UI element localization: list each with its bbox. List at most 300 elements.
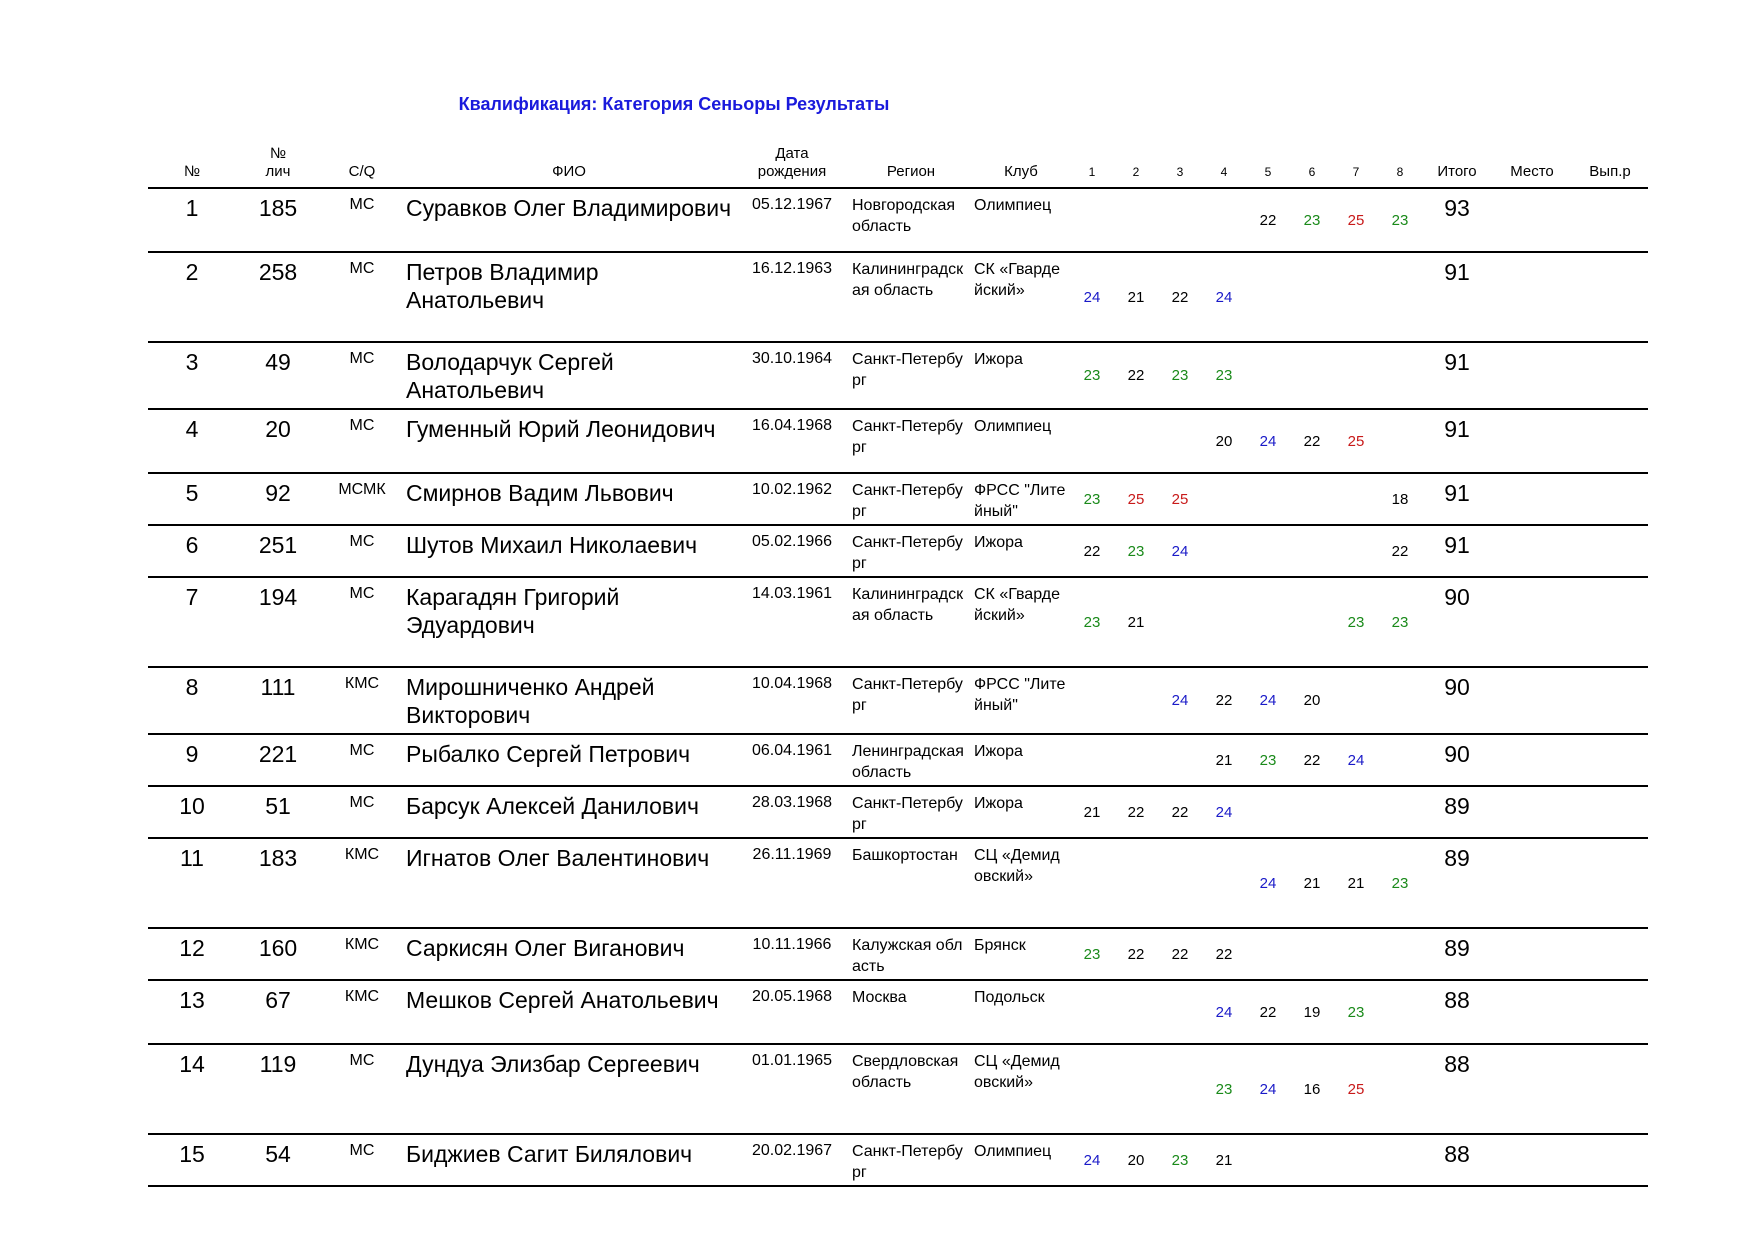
- license-number: 258: [236, 252, 320, 342]
- total-score: 91: [1422, 473, 1492, 525]
- series-score-8: 23: [1378, 188, 1422, 252]
- athlete-name: Биджиев Сагит Билялович: [404, 1134, 734, 1186]
- series-score-4: 21: [1202, 734, 1246, 786]
- series-score-6: [1290, 577, 1334, 667]
- region: Санкт-Петербург: [850, 525, 972, 577]
- birth-date: 16.12.1963: [734, 252, 850, 342]
- series-score-3: [1158, 980, 1202, 1044]
- total-score: 93: [1422, 188, 1492, 252]
- place: [1492, 473, 1572, 525]
- col-place-header: Место: [1492, 145, 1572, 188]
- series-score-4: 24: [1202, 980, 1246, 1044]
- table-row: [148, 1044, 1648, 1134]
- series-score-8: [1378, 734, 1422, 786]
- vyp-r: [1572, 928, 1648, 980]
- region: Санкт-Петербург: [850, 1134, 972, 1186]
- series-score-3: 25: [1158, 473, 1202, 525]
- series-score-5: 22: [1246, 980, 1290, 1044]
- series-score-4: 24: [1202, 252, 1246, 342]
- series-score-1: [1070, 838, 1114, 928]
- qualification: МС: [320, 577, 404, 667]
- club: СК «Гвардейский»: [972, 577, 1070, 667]
- club: Ижора: [972, 525, 1070, 577]
- col-num-header: №: [148, 145, 236, 188]
- series-score-1: 23: [1070, 928, 1114, 980]
- place: [1492, 1044, 1572, 1134]
- athlete-name: Рыбалко Сергей Петрович: [404, 734, 734, 786]
- place: [1492, 928, 1572, 980]
- license-number: 185: [236, 188, 320, 252]
- place: [1492, 252, 1572, 342]
- place: [1492, 980, 1572, 1044]
- series-score-3: 23: [1158, 1134, 1202, 1186]
- series-score-5: [1246, 1134, 1290, 1186]
- table-header: [148, 145, 1648, 188]
- series-score-5: [1246, 342, 1290, 409]
- birth-date: 30.10.1964: [734, 342, 850, 409]
- athlete-name: Шутов Михаил Николаевич: [404, 525, 734, 577]
- vyp-r: [1572, 525, 1648, 577]
- total-score: 89: [1422, 928, 1492, 980]
- series-score-1: [1070, 1044, 1114, 1134]
- series-score-7: 23: [1334, 577, 1378, 667]
- total-score: 91: [1422, 409, 1492, 473]
- series-score-2: [1114, 838, 1158, 928]
- series-score-1: 23: [1070, 473, 1114, 525]
- athlete-name: Мирошниченко Андрей Викторович: [404, 667, 734, 734]
- row-number: 3: [148, 342, 236, 409]
- series-score-5: [1246, 252, 1290, 342]
- series-score-8: [1378, 1134, 1422, 1186]
- qualification: МС: [320, 1134, 404, 1186]
- club: СЦ «Демидовский»: [972, 1044, 1070, 1134]
- series-score-8: 18: [1378, 473, 1422, 525]
- athlete-name: Карагадян Григорий Эдуардович: [404, 577, 734, 667]
- series-score-6: 22: [1290, 409, 1334, 473]
- place: [1492, 188, 1572, 252]
- birth-date: 10.11.1966: [734, 928, 850, 980]
- series-score-6: 21: [1290, 838, 1334, 928]
- athlete-name: Володарчук Сергей Анатольевич: [404, 342, 734, 409]
- series-score-2: 23: [1114, 525, 1158, 577]
- series-score-5: 22: [1246, 188, 1290, 252]
- series-score-7: 23: [1334, 980, 1378, 1044]
- series-score-8: [1378, 786, 1422, 838]
- series-score-6: 19: [1290, 980, 1334, 1044]
- vyp-r: [1572, 734, 1648, 786]
- series-score-2: 22: [1114, 786, 1158, 838]
- row-number: 1: [148, 188, 236, 252]
- total-score: 89: [1422, 786, 1492, 838]
- col-lic-header-bottom: лич: [265, 163, 291, 180]
- place: [1492, 342, 1572, 409]
- series-score-3: 24: [1158, 525, 1202, 577]
- series-score-3: 22: [1158, 786, 1202, 838]
- place: [1492, 734, 1572, 786]
- series-score-2: 22: [1114, 928, 1158, 980]
- series-score-7: [1334, 928, 1378, 980]
- row-number: 7: [148, 577, 236, 667]
- series-score-8: 23: [1378, 838, 1422, 928]
- club: Подольск: [972, 980, 1070, 1044]
- series-score-1: 22: [1070, 525, 1114, 577]
- series-score-4: 23: [1202, 1044, 1246, 1134]
- series-score-1: 24: [1070, 1134, 1114, 1186]
- vyp-r: [1572, 1134, 1648, 1186]
- athlete-name: Петров Владимир Анатольевич: [404, 252, 734, 342]
- series-score-6: [1290, 928, 1334, 980]
- athlete-name: Гуменный Юрий Леонидович: [404, 409, 734, 473]
- series-score-2: [1114, 734, 1158, 786]
- series-score-8: 23: [1378, 577, 1422, 667]
- table-row: [148, 409, 1648, 473]
- table-row: [148, 473, 1648, 525]
- series-score-4: 24: [1202, 786, 1246, 838]
- qualification: МС: [320, 252, 404, 342]
- region: Калининградская область: [850, 577, 972, 667]
- qualification: КМС: [320, 667, 404, 734]
- col-fio-header: ФИО: [404, 145, 734, 188]
- series-score-5: [1246, 577, 1290, 667]
- series-score-8: [1378, 928, 1422, 980]
- license-number: 20: [236, 409, 320, 473]
- license-number: 183: [236, 838, 320, 928]
- total-score: 91: [1422, 342, 1492, 409]
- place: [1492, 786, 1572, 838]
- series-score-8: [1378, 1044, 1422, 1134]
- series-score-7: [1334, 252, 1378, 342]
- series-score-7: [1334, 342, 1378, 409]
- club: Ижора: [972, 342, 1070, 409]
- series-score-1: [1070, 734, 1114, 786]
- vyp-r: [1572, 667, 1648, 734]
- row-number: 12: [148, 928, 236, 980]
- series-score-6: [1290, 473, 1334, 525]
- vyp-r: [1572, 577, 1648, 667]
- region: Санкт-Петербург: [850, 786, 972, 838]
- total-score: 88: [1422, 1044, 1492, 1134]
- series-score-8: 22: [1378, 525, 1422, 577]
- series-score-6: [1290, 342, 1334, 409]
- series-score-8: [1378, 667, 1422, 734]
- birth-date: 10.02.1962: [734, 473, 850, 525]
- col-s7-header: 7: [1334, 145, 1378, 188]
- license-number: 251: [236, 525, 320, 577]
- col-lic-header: [236, 145, 320, 188]
- region: Новгородская область: [850, 188, 972, 252]
- row-number: 2: [148, 252, 236, 342]
- col-s4-header: 4: [1202, 145, 1246, 188]
- club: ФРСС "Литейный": [972, 473, 1070, 525]
- table-row: [148, 525, 1648, 577]
- series-score-3: [1158, 188, 1202, 252]
- row-number: 4: [148, 409, 236, 473]
- series-score-1: 21: [1070, 786, 1114, 838]
- series-score-6: 20: [1290, 667, 1334, 734]
- series-score-6: [1290, 525, 1334, 577]
- region: Москва: [850, 980, 972, 1044]
- athlete-name: Игнатов Олег Валентинович: [404, 838, 734, 928]
- col-date-header: [734, 145, 850, 188]
- qualification: МС: [320, 734, 404, 786]
- table-body: [148, 188, 1648, 1186]
- series-score-2: [1114, 188, 1158, 252]
- series-score-2: 25: [1114, 473, 1158, 525]
- series-score-7: [1334, 525, 1378, 577]
- table-row: [148, 252, 1648, 342]
- series-score-6: 16: [1290, 1044, 1334, 1134]
- row-number: 15: [148, 1134, 236, 1186]
- vyp-r: [1572, 409, 1648, 473]
- series-score-4: 20: [1202, 409, 1246, 473]
- series-score-2: 20: [1114, 1134, 1158, 1186]
- series-score-3: [1158, 838, 1202, 928]
- place: [1492, 525, 1572, 577]
- table-row: [148, 1134, 1648, 1186]
- series-score-7: 25: [1334, 1044, 1378, 1134]
- series-score-4: [1202, 473, 1246, 525]
- series-score-5: 24: [1246, 409, 1290, 473]
- row-number: 9: [148, 734, 236, 786]
- table-row: [148, 838, 1648, 928]
- place: [1492, 577, 1572, 667]
- birth-date: 26.11.1969: [734, 838, 850, 928]
- region: Башкортостан: [850, 838, 972, 928]
- birth-date: 28.03.1968: [734, 786, 850, 838]
- qualification: МС: [320, 525, 404, 577]
- license-number: 92: [236, 473, 320, 525]
- club: Брянск: [972, 928, 1070, 980]
- series-score-4: [1202, 577, 1246, 667]
- athlete-name: Саркисян Олег Виганович: [404, 928, 734, 980]
- series-score-7: [1334, 473, 1378, 525]
- qualification: МС: [320, 342, 404, 409]
- birth-date: 05.02.1966: [734, 525, 850, 577]
- col-date-header-top: Дата: [775, 145, 809, 162]
- series-score-6: [1290, 252, 1334, 342]
- total-score: 90: [1422, 734, 1492, 786]
- col-s1-header: 1: [1070, 145, 1114, 188]
- series-score-6: [1290, 1134, 1334, 1186]
- series-score-3: 22: [1158, 928, 1202, 980]
- license-number: 111: [236, 667, 320, 734]
- birth-date: 10.04.1968: [734, 667, 850, 734]
- table-row: [148, 786, 1648, 838]
- col-s2-header: 2: [1114, 145, 1158, 188]
- birth-date: 16.04.1968: [734, 409, 850, 473]
- series-score-8: [1378, 409, 1422, 473]
- birth-date: 01.01.1965: [734, 1044, 850, 1134]
- series-score-4: 22: [1202, 928, 1246, 980]
- region: Калужская область: [850, 928, 972, 980]
- club: Ижора: [972, 734, 1070, 786]
- vyp-r: [1572, 473, 1648, 525]
- club: ФРСС "Литейный": [972, 667, 1070, 734]
- table-row: [148, 928, 1648, 980]
- series-score-5: [1246, 525, 1290, 577]
- series-score-8: [1378, 342, 1422, 409]
- series-score-2: [1114, 980, 1158, 1044]
- athlete-name: Смирнов Вадим Львович: [404, 473, 734, 525]
- page-title: Квалификация: Категория Сеньоры Результаты: [458, 94, 890, 114]
- series-score-5: 23: [1246, 734, 1290, 786]
- vyp-r: [1572, 786, 1648, 838]
- region: Санкт-Петербург: [850, 409, 972, 473]
- table-row: [148, 980, 1648, 1044]
- club: Ижора: [972, 786, 1070, 838]
- col-date-header-bottom: рождения: [757, 163, 827, 180]
- license-number: 54: [236, 1134, 320, 1186]
- series-score-7: [1334, 1134, 1378, 1186]
- region: Калининградская область: [850, 252, 972, 342]
- series-score-6: 23: [1290, 188, 1334, 252]
- athlete-name: Дундуа Элизбар Сергеевич: [404, 1044, 734, 1134]
- club: СЦ «Демидовский»: [972, 838, 1070, 928]
- region: Санкт-Петербург: [850, 667, 972, 734]
- club: Олимпиец: [972, 409, 1070, 473]
- license-number: 119: [236, 1044, 320, 1134]
- table-row: [148, 734, 1648, 786]
- club: Олимпиец: [972, 1134, 1070, 1186]
- series-score-4: [1202, 525, 1246, 577]
- region: Ленинградская область: [850, 734, 972, 786]
- athlete-name: Суравков Олег Владимирович: [404, 188, 734, 252]
- qualification: КМС: [320, 838, 404, 928]
- table-row: [148, 577, 1648, 667]
- series-score-7: 25: [1334, 188, 1378, 252]
- place: [1492, 838, 1572, 928]
- series-score-8: [1378, 980, 1422, 1044]
- series-score-4: 21: [1202, 1134, 1246, 1186]
- col-club-header: Клуб: [972, 145, 1070, 188]
- place: [1492, 409, 1572, 473]
- birth-date: 06.04.1961: [734, 734, 850, 786]
- series-score-2: [1114, 409, 1158, 473]
- license-number: 51: [236, 786, 320, 838]
- birth-date: 20.02.1967: [734, 1134, 850, 1186]
- series-score-7: [1334, 786, 1378, 838]
- series-score-7: 24: [1334, 734, 1378, 786]
- row-number: 5: [148, 473, 236, 525]
- series-score-1: 23: [1070, 577, 1114, 667]
- col-lic-header-top: №: [269, 145, 287, 162]
- birth-date: 05.12.1967: [734, 188, 850, 252]
- row-number: 14: [148, 1044, 236, 1134]
- series-score-8: [1378, 252, 1422, 342]
- series-score-2: [1114, 1044, 1158, 1134]
- total-score: 91: [1422, 252, 1492, 342]
- place: [1492, 1134, 1572, 1186]
- series-score-1: [1070, 667, 1114, 734]
- table-row: [148, 342, 1648, 409]
- series-score-5: [1246, 473, 1290, 525]
- col-region-header: Регион: [850, 145, 972, 188]
- row-number: 6: [148, 525, 236, 577]
- region: Свердловская область: [850, 1044, 972, 1134]
- series-score-5: [1246, 786, 1290, 838]
- series-score-3: 22: [1158, 252, 1202, 342]
- series-score-2: 22: [1114, 342, 1158, 409]
- qualification: КМС: [320, 928, 404, 980]
- vyp-r: [1572, 1044, 1648, 1134]
- club: СК «Гвардейский»: [972, 252, 1070, 342]
- total-score: 90: [1422, 667, 1492, 734]
- col-vyp-header: Вып.р: [1572, 145, 1648, 188]
- series-score-3: [1158, 409, 1202, 473]
- license-number: 160: [236, 928, 320, 980]
- vyp-r: [1572, 252, 1648, 342]
- series-score-6: 22: [1290, 734, 1334, 786]
- series-score-5: [1246, 928, 1290, 980]
- qualification: КМС: [320, 980, 404, 1044]
- birth-date: 20.05.1968: [734, 980, 850, 1044]
- series-score-5: 24: [1246, 1044, 1290, 1134]
- qualification: МС: [320, 1044, 404, 1134]
- col-s5-header: 5: [1246, 145, 1290, 188]
- series-score-1: 23: [1070, 342, 1114, 409]
- col-cq-header: C/Q: [320, 145, 404, 188]
- row-number: 11: [148, 838, 236, 928]
- table-row: [148, 188, 1648, 252]
- total-score: 89: [1422, 838, 1492, 928]
- series-score-4: 23: [1202, 342, 1246, 409]
- vyp-r: [1572, 342, 1648, 409]
- col-s3-header: 3: [1158, 145, 1202, 188]
- series-score-1: [1070, 188, 1114, 252]
- results-table: [148, 145, 1648, 1187]
- license-number: 67: [236, 980, 320, 1044]
- series-score-2: 21: [1114, 252, 1158, 342]
- vyp-r: [1572, 838, 1648, 928]
- series-score-2: 21: [1114, 577, 1158, 667]
- series-score-5: 24: [1246, 838, 1290, 928]
- row-number: 10: [148, 786, 236, 838]
- series-score-3: [1158, 577, 1202, 667]
- vyp-r: [1572, 980, 1648, 1044]
- series-score-4: [1202, 838, 1246, 928]
- series-score-7: 25: [1334, 409, 1378, 473]
- total-score: 91: [1422, 525, 1492, 577]
- total-score: 88: [1422, 1134, 1492, 1186]
- row-number: 8: [148, 667, 236, 734]
- place: [1492, 667, 1572, 734]
- table-row: [148, 667, 1648, 734]
- series-score-7: [1334, 667, 1378, 734]
- series-score-3: 24: [1158, 667, 1202, 734]
- series-score-3: [1158, 734, 1202, 786]
- club: Олимпиец: [972, 188, 1070, 252]
- series-score-4: [1202, 188, 1246, 252]
- series-score-5: 24: [1246, 667, 1290, 734]
- row-number: 13: [148, 980, 236, 1044]
- license-number: 49: [236, 342, 320, 409]
- birth-date: 14.03.1961: [734, 577, 850, 667]
- qualification: МС: [320, 786, 404, 838]
- col-s8-header: 8: [1378, 145, 1422, 188]
- series-score-3: 23: [1158, 342, 1202, 409]
- qualification: МС: [320, 188, 404, 252]
- series-score-1: 24: [1070, 252, 1114, 342]
- series-score-1: [1070, 409, 1114, 473]
- athlete-name: Мешков Сергей Анатольевич: [404, 980, 734, 1044]
- vyp-r: [1572, 188, 1648, 252]
- qualification: МСМК: [320, 473, 404, 525]
- qualification: МС: [320, 409, 404, 473]
- total-score: 90: [1422, 577, 1492, 667]
- athlete-name: Барсук Алексей Данилович: [404, 786, 734, 838]
- col-s6-header: 6: [1290, 145, 1334, 188]
- series-score-3: [1158, 1044, 1202, 1134]
